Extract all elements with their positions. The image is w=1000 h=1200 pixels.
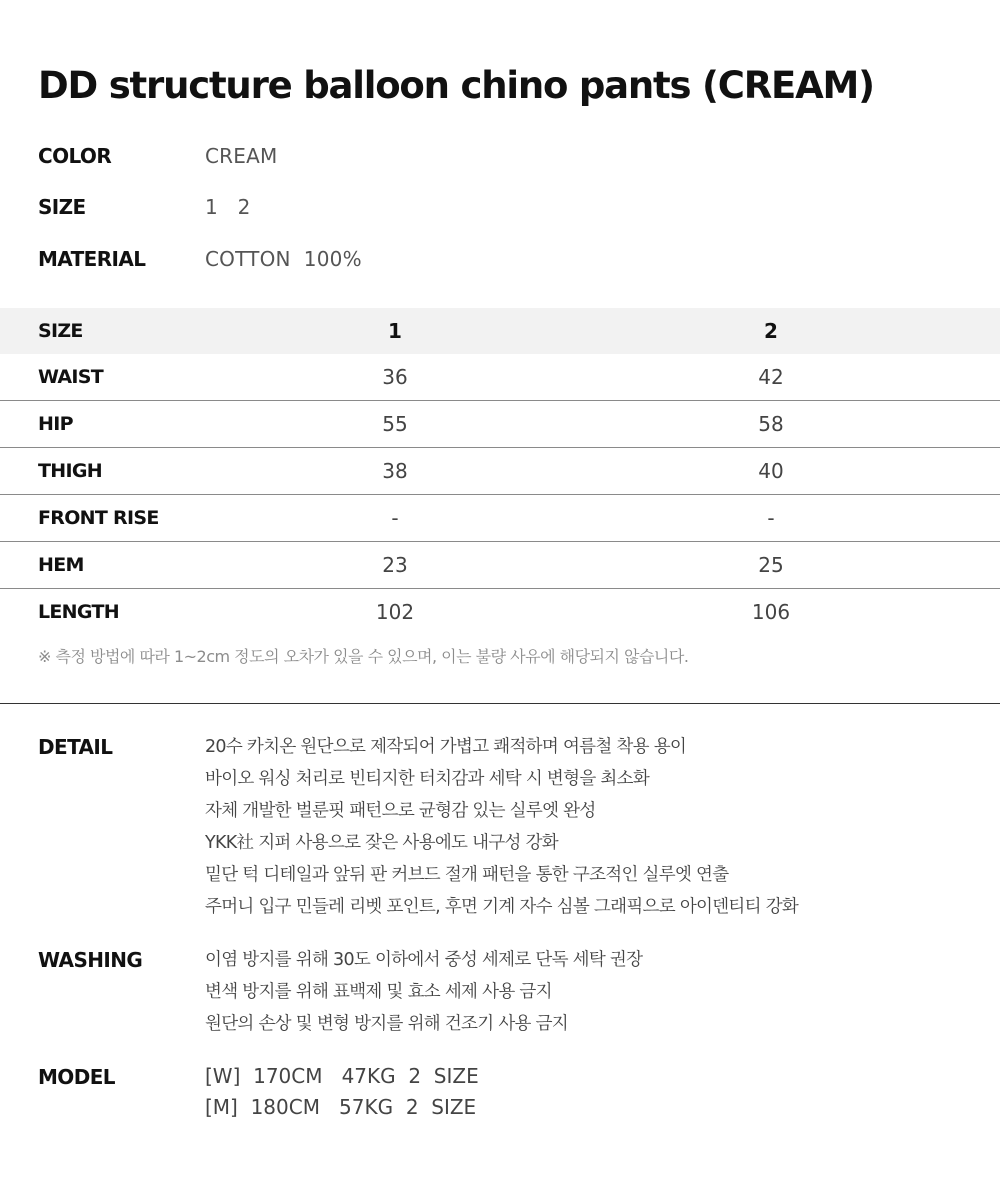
table-row	[0, 495, 1000, 542]
cell-size-1: 38	[382, 459, 408, 483]
washing-line: 원단의 손상 및 변형 방지를 위해 건조기 사용 금지	[205, 1014, 569, 1034]
table-row	[0, 401, 1000, 448]
spec-value: COTTON 100%	[205, 247, 362, 271]
cell-size-2: 42	[758, 365, 784, 389]
detail-label: DETAIL	[38, 735, 113, 759]
cell-size-1: 102	[375, 600, 415, 624]
detail-line: YKK社 지퍼 사용으로 잦은 사용에도 내구성 강화	[205, 833, 559, 853]
detail-line: 주머니 입구 민들레 리벳 포인트, 후면 기계 자수 심볼 그래픽으로 아이덴티티 강화	[205, 897, 799, 917]
detail-line: 밑단 턱 디테일과 앞뒤 판 커브드 절개 패턴을 통한 구조적인 실루엣 연출	[205, 865, 729, 885]
model-line: [W] 170CM 47KG 2 SIZE	[205, 1064, 479, 1088]
table-row	[0, 589, 1000, 635]
cell-size-2: -	[767, 506, 775, 530]
detail-line: 바이오 워싱 처리로 빈티지한 터치감과 세탁 시 변형을 최소화	[205, 769, 650, 789]
detail-line: 20수 카치온 원단으로 제작되어 가볍고 쾌적하며 여름철 착용 용이	[205, 737, 687, 757]
cell-size-2: 106	[751, 600, 791, 624]
table-row	[0, 448, 1000, 495]
product-title: DD structure balloon chino pants (CREAM)	[38, 64, 874, 107]
cell-size-1: 55	[382, 412, 408, 436]
cell-size-2: 40	[758, 459, 784, 483]
washing-line: 이염 방지를 위해 30도 이하에서 중성 세제로 단독 세탁 권장	[205, 950, 643, 970]
table-row	[0, 354, 1000, 401]
spec-row-size	[38, 192, 938, 222]
row-label: FRONT RISE	[38, 507, 159, 529]
spec-row-material	[38, 244, 938, 274]
washing-line: 변색 방지를 위해 표백제 및 효소 세제 사용 금지	[205, 982, 552, 1002]
spec-row-color	[38, 141, 938, 171]
row-label: HIP	[38, 413, 73, 435]
cell-size-1: -	[391, 506, 399, 530]
spec-label: SIZE	[38, 195, 86, 219]
row-label: WAIST	[38, 366, 104, 388]
cell-size-2: 58	[758, 412, 784, 436]
spec-label: COLOR	[38, 144, 112, 168]
model-lines	[205, 1061, 479, 1123]
table-row	[0, 542, 1000, 589]
size-table-header	[0, 308, 1000, 354]
washing-label: WASHING	[38, 948, 143, 972]
cell-size-1: 36	[382, 365, 408, 389]
section-divider	[0, 703, 1000, 704]
spec-value: CREAM	[205, 144, 278, 168]
measurement-note: ※ 측정 방법에 따라 1~2cm 정도의 오차가 있을 수 있으며, 이는 불량 사유에 해당되지 않습니다.	[38, 647, 689, 666]
detail-line: 자체 개발한 벌룬핏 패턴으로 균형감 있는 실루엣 완성	[205, 801, 596, 821]
cell-size-1: 23	[382, 553, 408, 577]
spec-label: MATERIAL	[38, 247, 146, 271]
size-table	[0, 308, 1000, 635]
spec-value: 1 2	[205, 195, 251, 219]
header-size-2: 2	[764, 319, 778, 343]
row-label: HEM	[38, 554, 84, 576]
washing-lines	[205, 944, 642, 1040]
model-label: MODEL	[38, 1065, 115, 1089]
detail-lines	[205, 731, 798, 923]
cell-size-2: 25	[758, 553, 784, 577]
row-label: THIGH	[38, 460, 102, 482]
row-label: LENGTH	[38, 601, 119, 623]
header-label: SIZE	[38, 320, 83, 342]
model-line: [M] 180CM 57KG 2 SIZE	[205, 1095, 477, 1119]
header-size-1: 1	[388, 319, 402, 343]
